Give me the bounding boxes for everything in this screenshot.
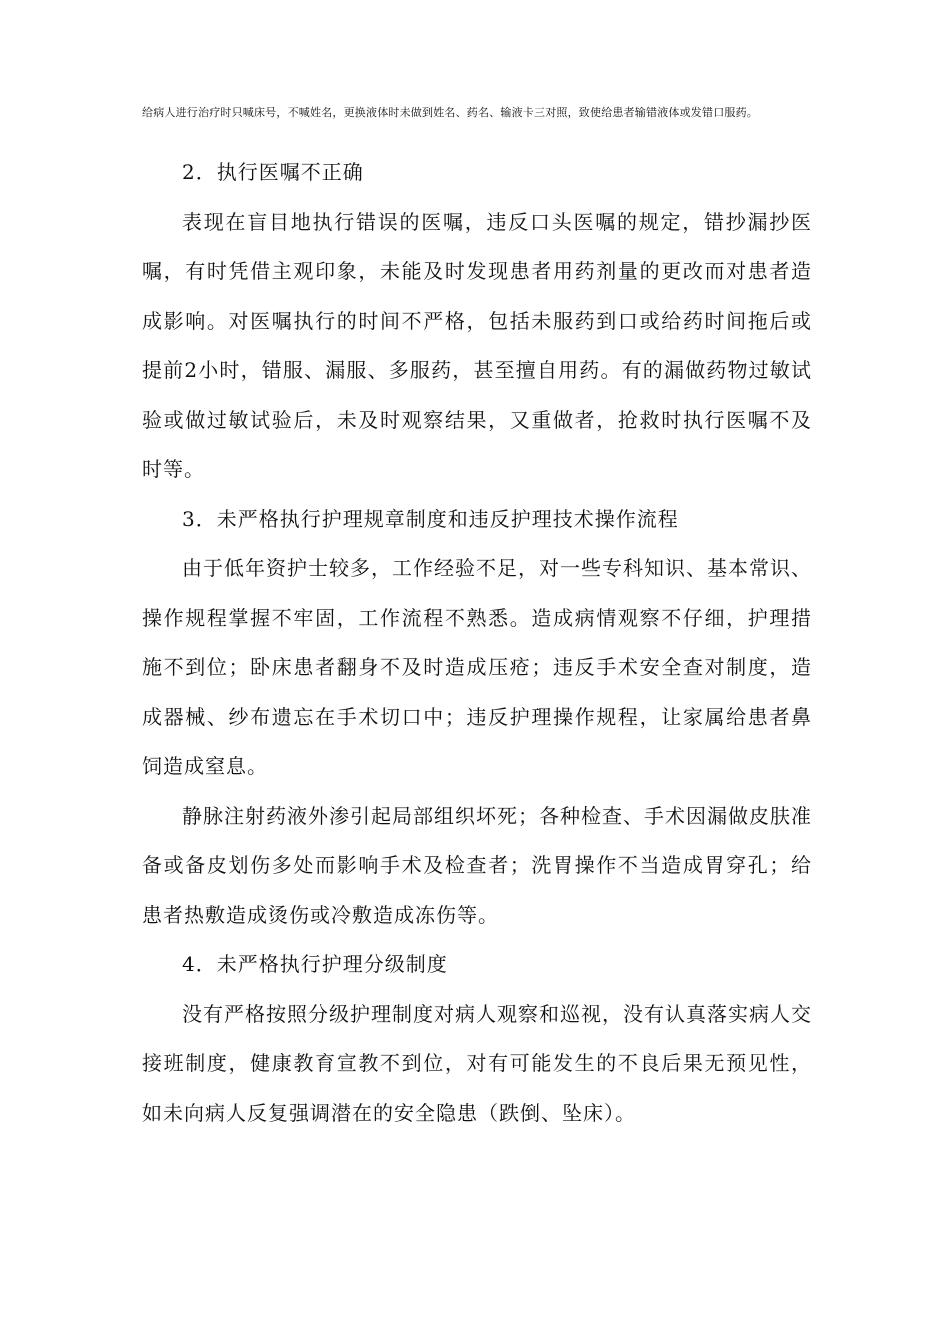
- section-paragraph: 由于低年资护士较多，工作经验不足，对一些专科知识、基本常识、操作规程掌握不牢固，工作流程不熟悉。造成病情观察不仔细，护理措施不到位；卧床患者翻身不及时造成压疮；违反手术安全查对制度，造成器械、纱布遗忘在手术切口中；违反护理操作规程，让家属给患者鼻饲造成窒息。: [142, 556, 812, 778]
- document-body: [142, 148, 812, 1138]
- section-paragraph: 静脉注射药液外渗引起局部组织坏死；各种检查、手术因漏做皮肤准备或备皮划伤多处而影响手术及检查者；洗胃操作不当造成胃穿孔；给患者热敷造成烫伤或冷敷造成冻伤等。: [142, 803, 812, 927]
- section-heading: 3．未严格执行护理规章制度和违反护理技术操作流程: [182, 506, 679, 531]
- section-heading: 4．未严格执行护理分级制度: [182, 952, 448, 976]
- section-heading: 2．执行医嘱不正确: [182, 160, 364, 184]
- section-paragraph: 没有严格按照分级护理制度对病人观察和巡视，没有认真落实病人交接班制度，健康教育宣教不到位，对有可能发生的不良后果无预见性，如未向病人反复强调潜在的安全隐患（跌倒、坠床）。: [142, 1001, 812, 1125]
- section-paragraph: 表现在盲目地执行错误的医嘱，违反口头医嘱的规定，错抄漏抄医嘱，有时凭借主观印象，未能及时发现患者用药剂量的更改而对患者造成影响。对医嘱执行的时间不严格，包括未服药到口或给药时间拖后或提前2小时，错服、漏服、多服药，甚至擅自用药。有的漏做药物过敏试验或做过敏试验后，未及时观察结果，又重做者，抢救时执行医嘱不及时等。: [142, 209, 812, 481]
- intro-note: 给病人进行治疗时只喊床号，不喊姓名，更换液体时未做到姓名、药名、输液卡三对照，致使给患者输错液体或发错口服药。: [142, 106, 758, 119]
